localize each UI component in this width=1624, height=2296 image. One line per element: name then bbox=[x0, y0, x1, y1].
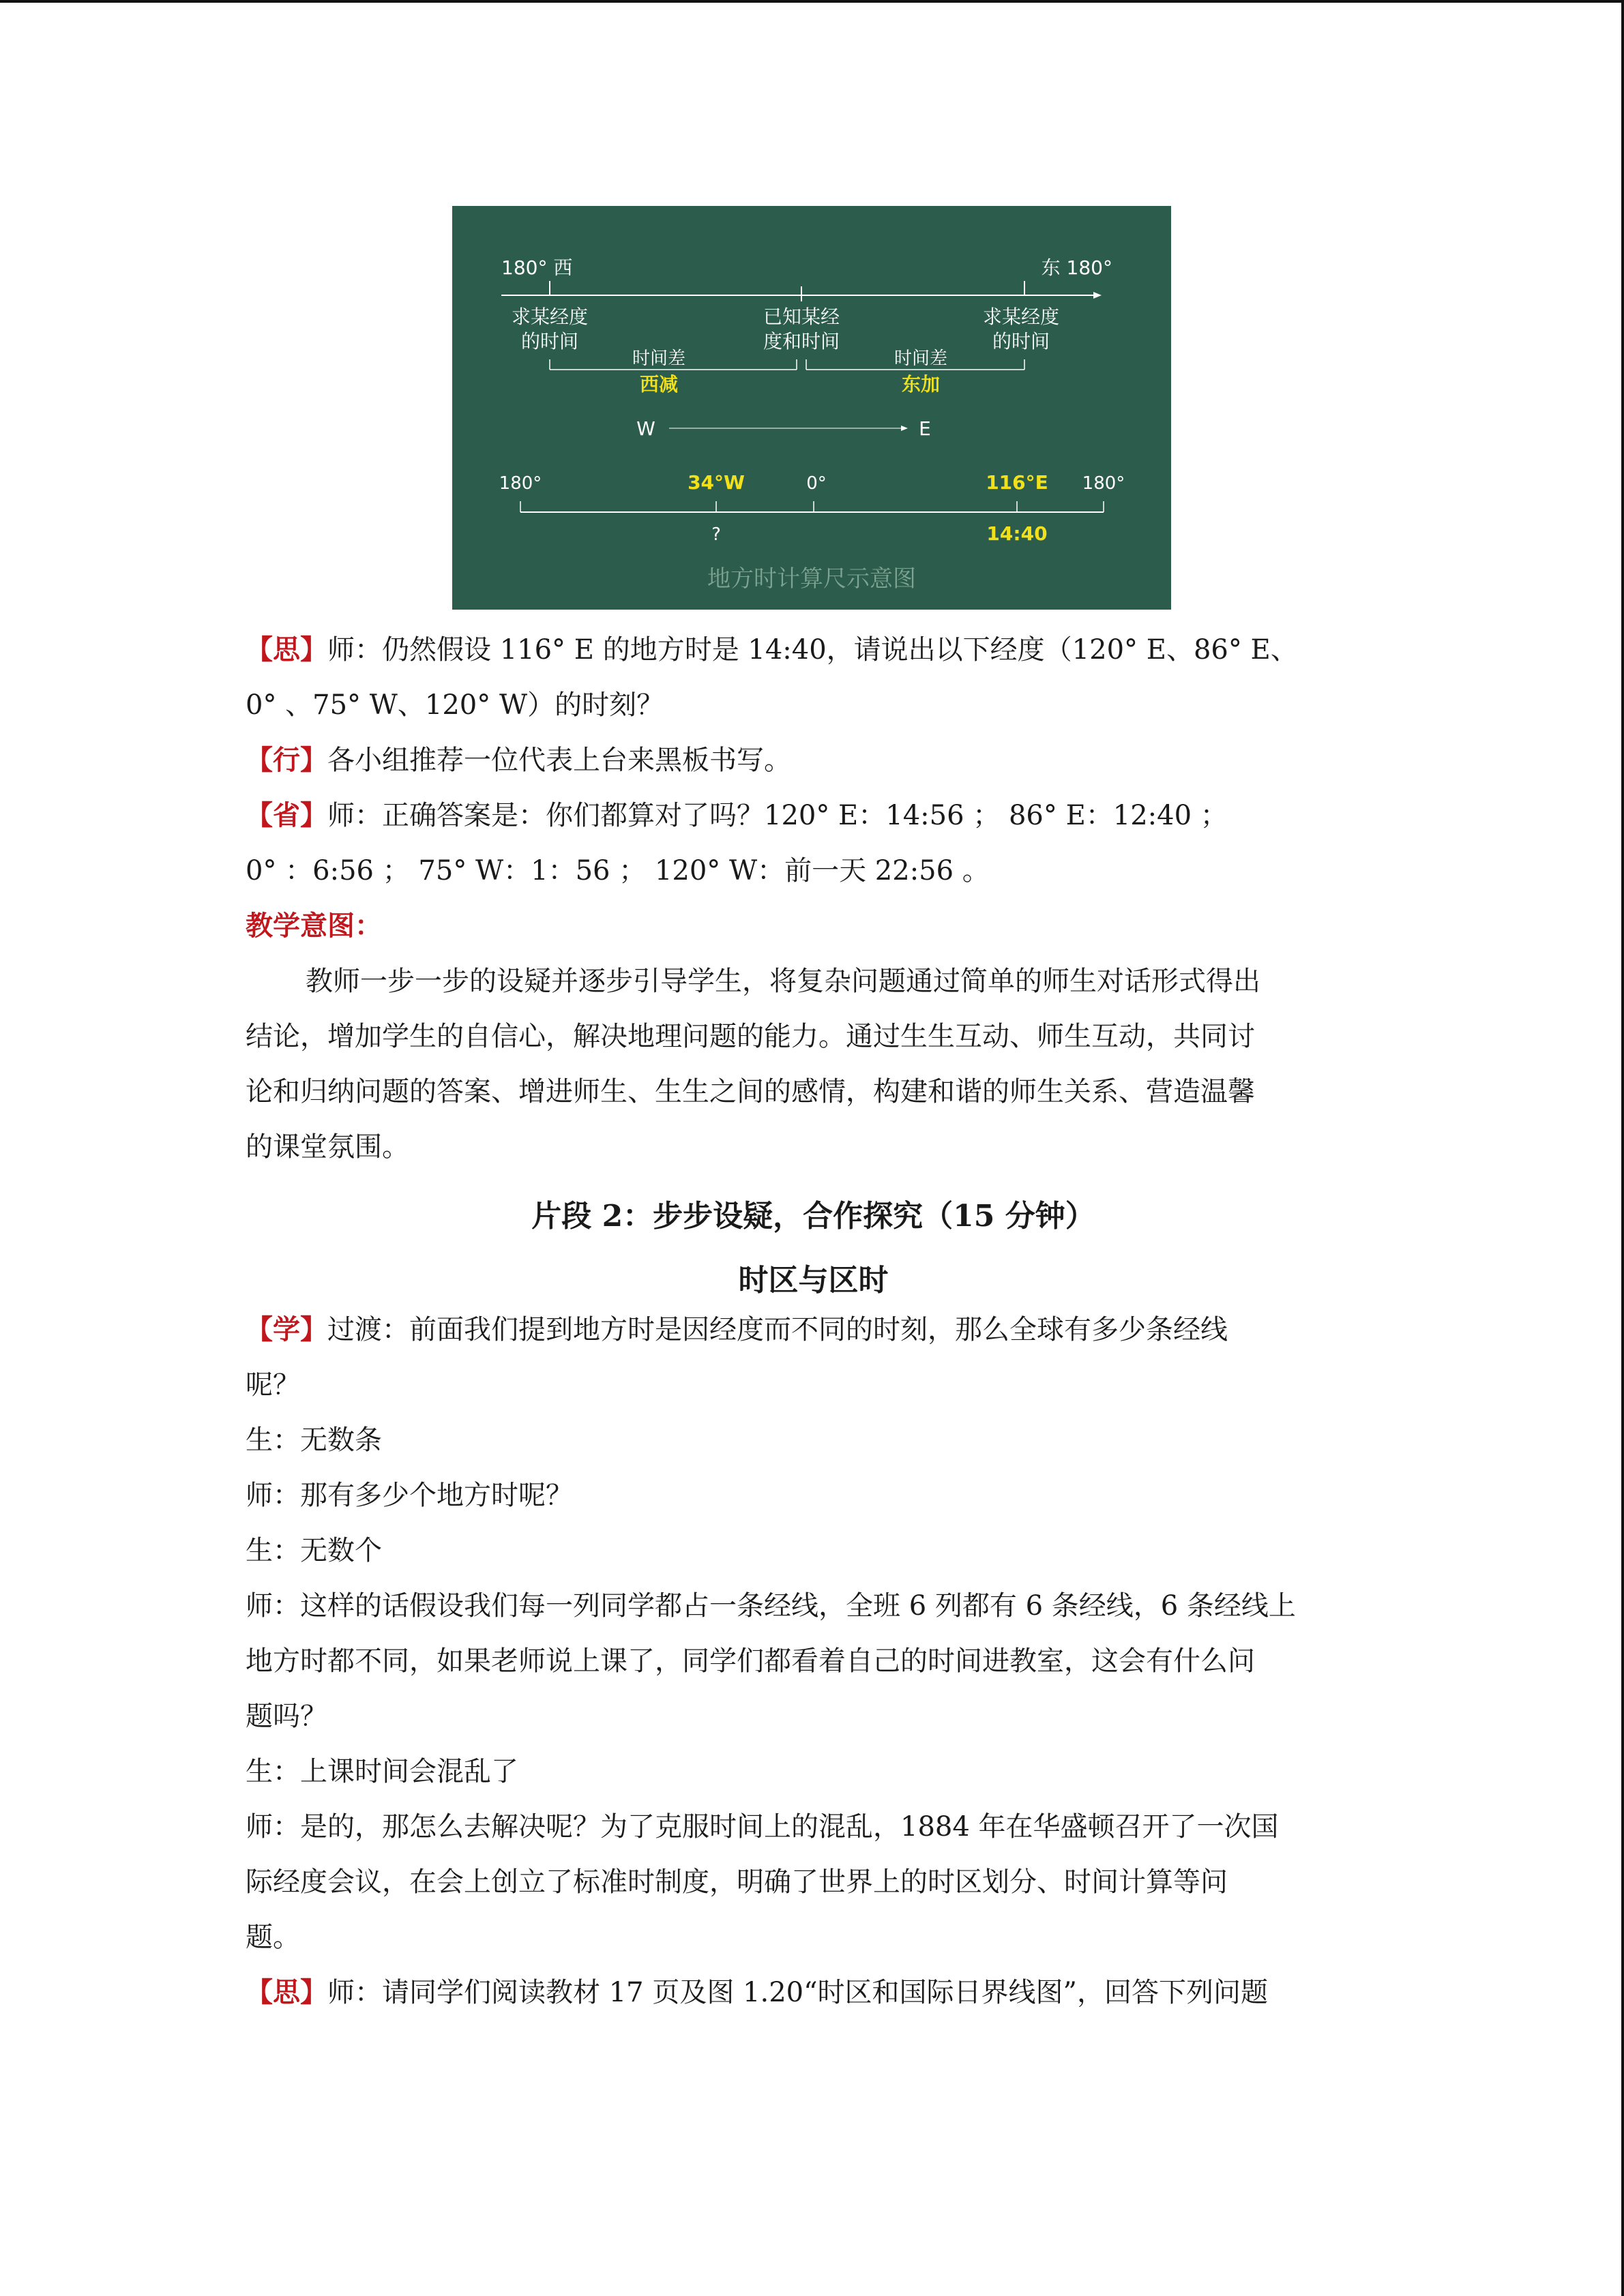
we-arrowhead bbox=[901, 426, 908, 431]
scale-180-left: 180° bbox=[499, 473, 542, 494]
p2-text1: 各小组推荐一位代表上台来黑板书写。 bbox=[327, 745, 791, 776]
page-right-border bbox=[1621, 0, 1624, 2296]
p1-line2: 0° 、75° W、120° W）的时刻？ bbox=[246, 689, 664, 721]
p1-text1: 师：仍然假设 116° E 的地方时是 14:40，请说出以下经度（120° E、86° E、 bbox=[327, 634, 1298, 666]
think-tag: 【思】 bbox=[246, 633, 327, 666]
right-label-line1: 求某经度 bbox=[982, 305, 1060, 328]
p1-line1 bbox=[246, 631, 1381, 669]
scale-116e: 116°E bbox=[986, 471, 1048, 494]
think-text1: 师：请同学们阅读教材 17 页及图 1.20“时区和国际日界线图”，回答下列问题 bbox=[327, 1977, 1269, 2008]
left-label-line2: 的时间 bbox=[520, 330, 579, 353]
teacher-t3-line2: 际经度会议，在会上创立了标准时制度，明确了世界上的时区划分、时间计算等问 bbox=[246, 1866, 1228, 1898]
student-reply-1: 生：无数条 bbox=[246, 1425, 382, 1456]
time-1440-label: 14:40 bbox=[986, 522, 1048, 545]
think-line1 bbox=[246, 1973, 1381, 2012]
mid-label-line2: 度和时间 bbox=[763, 330, 840, 353]
teacher-t2-line3: 题吗？ bbox=[246, 1701, 327, 1732]
p3-line1 bbox=[246, 796, 1381, 835]
act-tag: 【行】 bbox=[246, 744, 327, 776]
teacher-t3-line3: 题。 bbox=[246, 1922, 300, 1953]
teacher-t2-line2: 地方时都不同，如果老师说上课了，同学们都看着自己的时间进教室，这会有什么问 bbox=[246, 1645, 1255, 1677]
p2-line1 bbox=[246, 741, 1381, 779]
intent-line3: 论和归纳问题的答案、增进师生、生生之间的感情，构建和谐的师生关系、营造温馨 bbox=[246, 1076, 1255, 1107]
teacher-question-1: 师：那有多少个地方时呢？ bbox=[246, 1480, 573, 1511]
intent-line1: 教师一步一步的设疑并逐步引导学生，将复杂问题通过简单的师生对话形式得出 bbox=[306, 966, 1260, 997]
intent-heading: 教学意图： bbox=[246, 910, 382, 942]
figure-caption: 地方时计算尺示意图 bbox=[707, 565, 916, 593]
section-subtitle: 时区与区时 bbox=[738, 1263, 889, 1298]
learn-text1: 过渡：前面我们提到地方时是因经度而不同的时刻，那么全球有多少条经线 bbox=[327, 1314, 1228, 1345]
local-time-ruler-figure bbox=[452, 206, 1171, 610]
left-label-line1: 求某经度 bbox=[511, 305, 589, 328]
east-add-label: 东加 bbox=[901, 373, 941, 396]
p3-text1: 师：正确答案是：你们都算对了吗？120° E：14:56 ； 86° E：12:40 ； bbox=[327, 800, 1228, 831]
teacher-t3-line1: 师：是的，那怎么去解决呢？为了克服时间上的混乱，1884 年在华盛顿召开了一次国 bbox=[246, 1811, 1279, 1843]
think-tag-2: 【思】 bbox=[246, 1976, 327, 2008]
intent-line4: 的课堂氛围。 bbox=[246, 1131, 409, 1163]
intent-line2: 结论，增加学生的自信心，解决地理问题的能力。通过生生互动、师生互动，共同讨 bbox=[246, 1021, 1255, 1052]
west-subtract-label: 西减 bbox=[639, 373, 679, 396]
top-left-label: 180° 西 bbox=[501, 256, 573, 279]
page-top-border bbox=[0, 0, 1624, 3]
scale-180-right: 180° bbox=[1082, 473, 1125, 494]
ruler-diagram bbox=[452, 206, 1171, 610]
mid-label-line1: 已知某经 bbox=[763, 305, 840, 328]
student-reply-3: 生：上课时间会混乱了 bbox=[246, 1756, 518, 1787]
unknown-time-mark: ? bbox=[711, 524, 721, 545]
w-label: W bbox=[636, 417, 655, 440]
learn-tag: 【学】 bbox=[246, 1313, 327, 1345]
student-reply-2: 生：无数个 bbox=[246, 1535, 382, 1566]
p3-line2: 0° ：6:56 ； 75° W：1：56 ； 120° W：前一天 22:56 。 bbox=[246, 855, 990, 886]
left-diff-label: 时间差 bbox=[632, 348, 686, 369]
scale-34w: 34°W bbox=[688, 471, 745, 494]
learn-line2: 呢？ bbox=[246, 1369, 300, 1401]
right-label-line2: 的时间 bbox=[992, 330, 1050, 353]
section-title: 片段 2：步步设疑，合作探究（15 分钟） bbox=[531, 1199, 1095, 1234]
right-diff-label: 时间差 bbox=[894, 348, 948, 369]
e-label: E bbox=[919, 417, 931, 440]
reflect-tag: 【省】 bbox=[246, 799, 327, 831]
top-axis-arrowhead bbox=[1093, 292, 1102, 299]
scale-0: 0° bbox=[806, 473, 827, 494]
learn-line1 bbox=[246, 1311, 1381, 1349]
top-right-label: 东 180° bbox=[1041, 256, 1112, 279]
teacher-t2-line1: 师：这样的话假设我们每一列同学都占一条经线，全班 6 列都有 6 条经线，6 条经线上 bbox=[246, 1590, 1296, 1622]
